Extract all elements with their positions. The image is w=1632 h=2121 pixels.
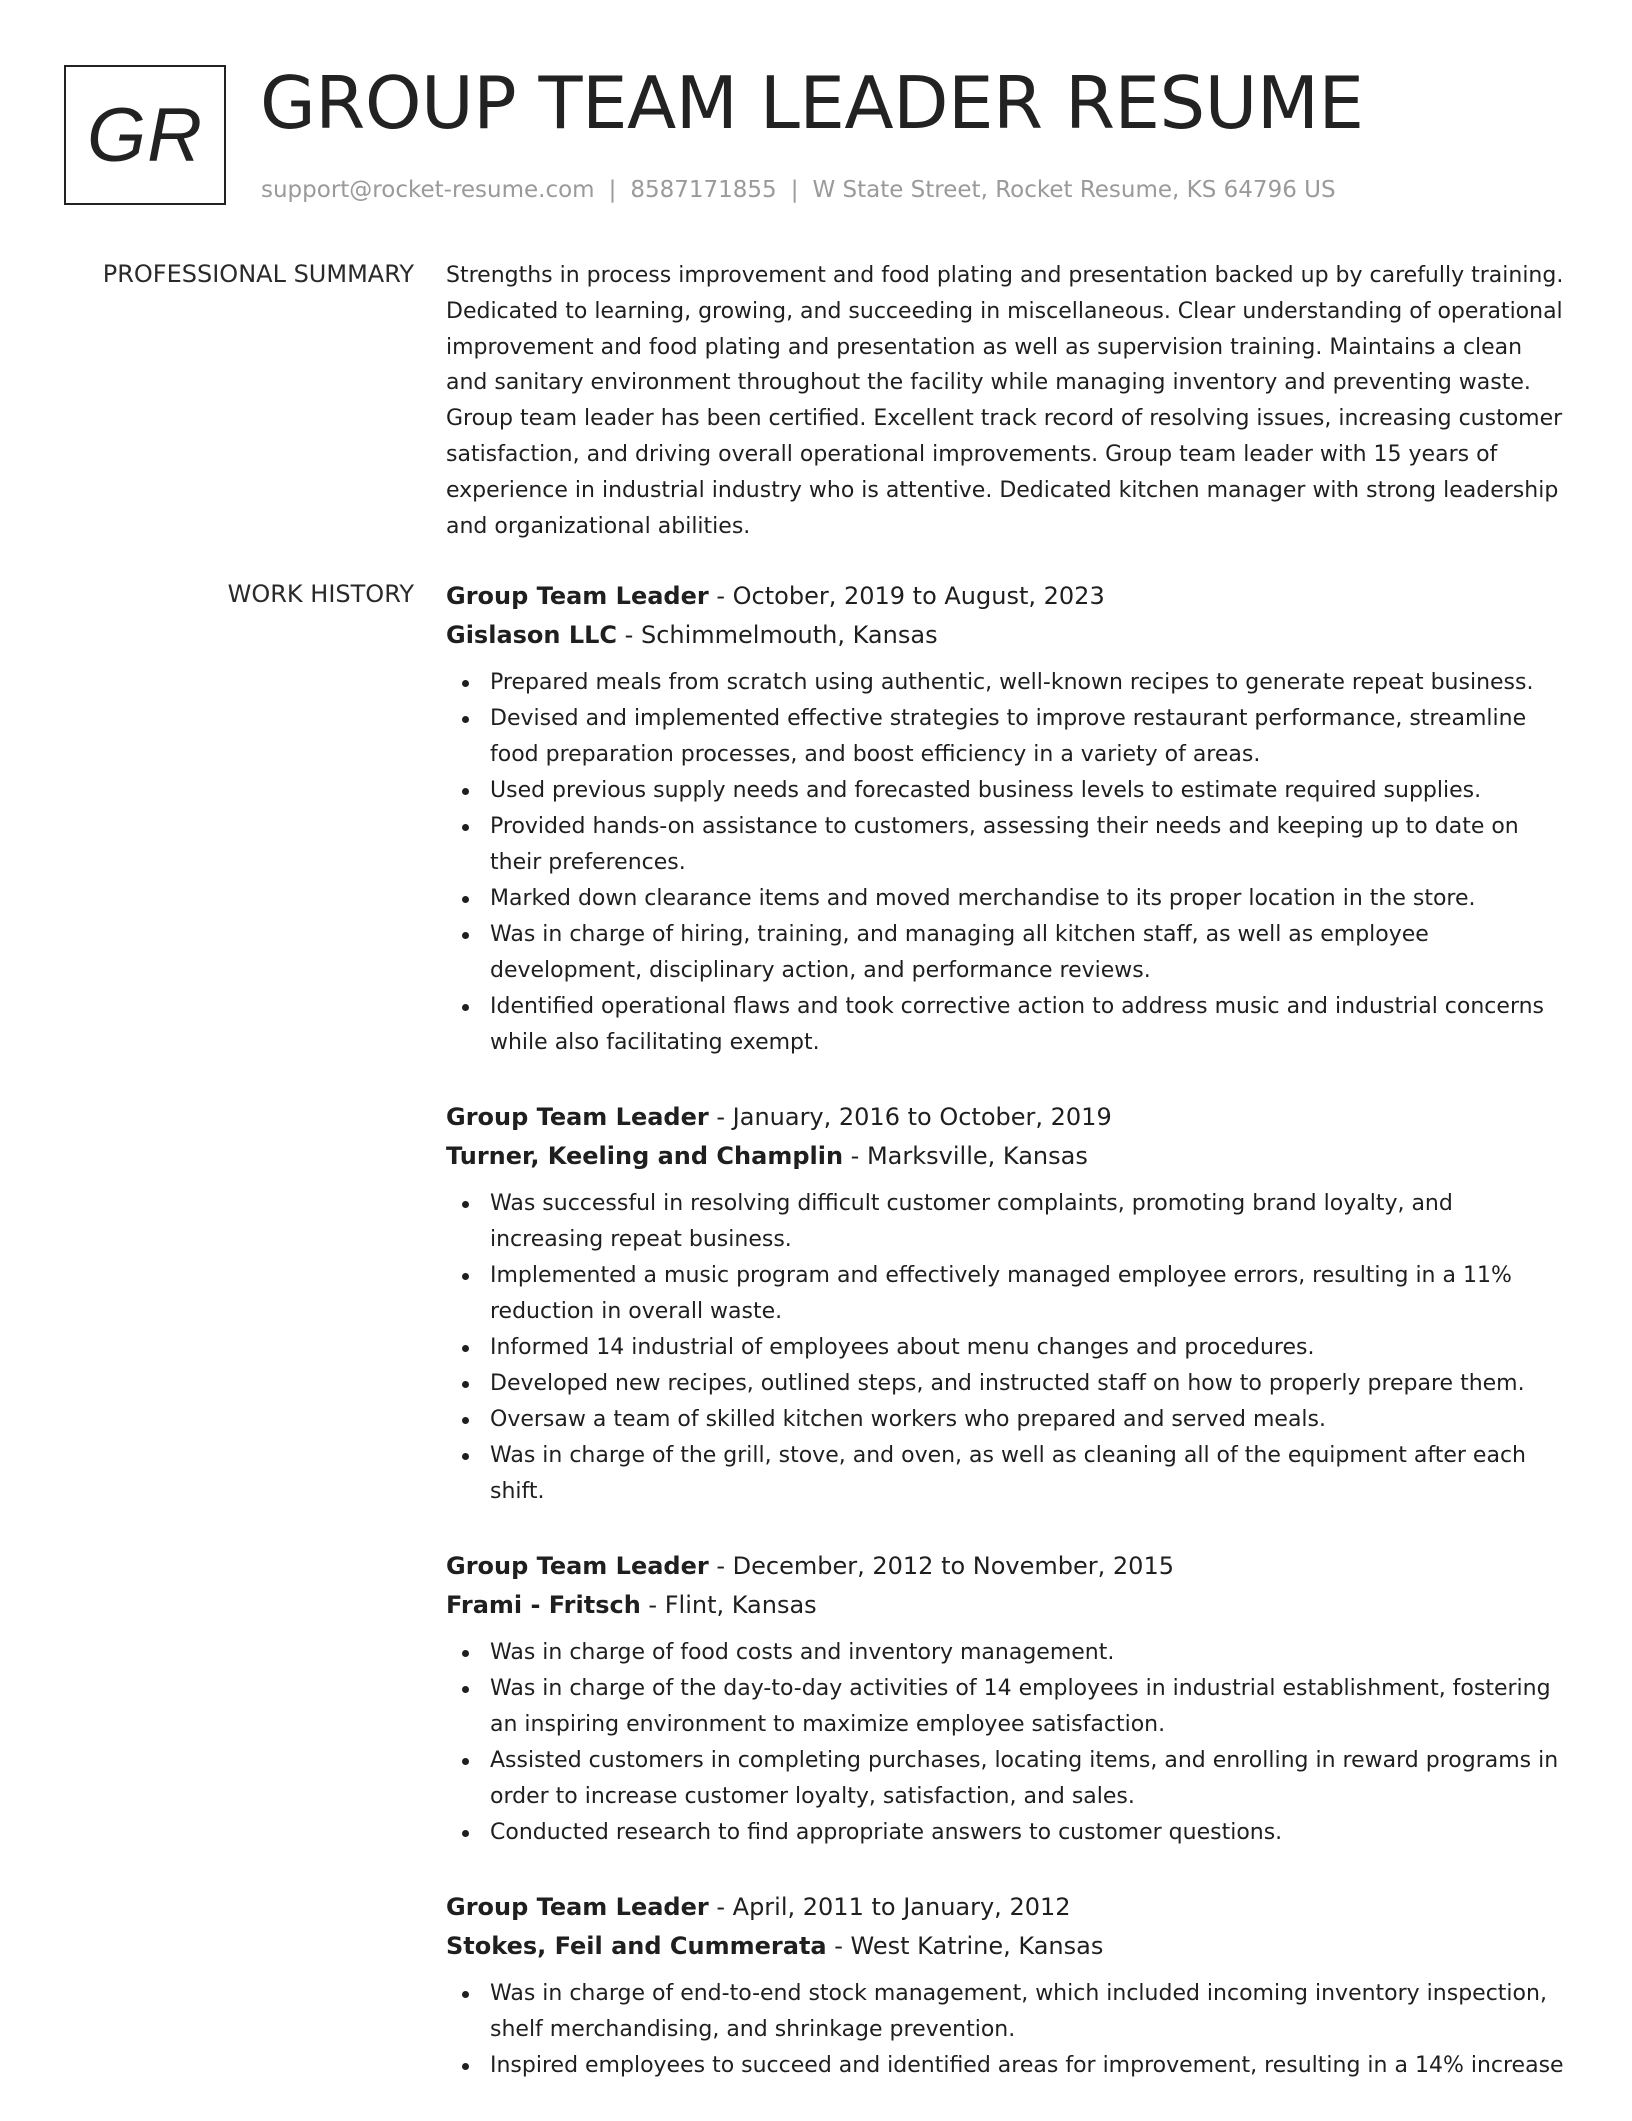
- job-bullet: Provided hands-on assistance to customers, assessing their needs and keeping up to date on their preferences.: [446, 809, 1566, 881]
- contact-separator: |: [790, 177, 799, 203]
- job-bullet: Conducted research to find appropriate answers to customer questions.: [446, 1815, 1566, 1851]
- job-location: - Schimmelmouth, Kansas: [617, 621, 938, 649]
- job-location: - Marksville, Kansas: [843, 1142, 1088, 1170]
- job-bullet: Implemented a music program and effectively managed employee errors, resulting in a 11% reduction in overall waste.: [446, 1258, 1566, 1330]
- job-title: Group Team Leader: [446, 1552, 709, 1580]
- job-bullet: Was in charge of hiring, training, and managing all kitchen staff, as well as employee development, disciplinary action, and performance reviews.: [446, 917, 1566, 989]
- work-history-body: [446, 577, 1566, 2121]
- job-title-line: [446, 1098, 1566, 1137]
- contact-address: W State Street, Rocket Resume, KS 64796 US: [812, 177, 1336, 203]
- job-company-line: [446, 1927, 1566, 1966]
- job-entry: [446, 1098, 1566, 1510]
- job-bullet: Was successful in resolving difficult customer complaints, promoting brand loyalty, and increasing repeat business.: [446, 1186, 1566, 1258]
- job-bullet: Assisted customers in completing purchases, locating items, and enrolling in reward programs in order to increase customer loyalty, satisfaction, and sales.: [446, 1743, 1566, 1815]
- job-company: Frami - Fritsch: [446, 1591, 641, 1619]
- resume-header: [64, 61, 1568, 235]
- job-bullet: Inspired employees to succeed and identified areas for improvement, resulting in a 14% increase: [446, 2048, 1566, 2084]
- job-bullet: Was in charge of the day-to-day activities of 14 employees in industrial establishment, fostering an inspiring environment to maximize employee satisfaction.: [446, 1671, 1566, 1743]
- job-dates: - December, 2012 to November, 2015: [708, 1552, 1174, 1580]
- job-company-line: [446, 616, 1566, 655]
- job-dates: - January, 2016 to October, 2019: [708, 1103, 1112, 1131]
- contact-separator: |: [608, 177, 617, 203]
- job-company: Gislason LLC: [446, 621, 618, 649]
- work-history-heading: WORK HISTORY: [227, 580, 414, 608]
- monogram-logo: GR: [64, 65, 226, 205]
- job-bullet: Developed new recipes, outlined steps, and instructed staff on how to properly prepare them.: [446, 1366, 1566, 1402]
- job-bullets: [446, 1186, 1566, 1510]
- job-bullet: Oversaw a team of skilled kitchen workers who prepared and served meals.: [446, 1402, 1566, 1438]
- job-company: Stokes, Feil and Cummerata: [446, 1932, 827, 1960]
- job-entry: [446, 1888, 1566, 2084]
- contact-email[interactable]: support@rocket-resume.com: [261, 177, 595, 203]
- job-title-line: [446, 1547, 1566, 1586]
- job-company: Turner, Keeling and Champlin: [446, 1142, 844, 1170]
- job-bullet: Was in charge of the grill, stove, and oven, as well as cleaning all of the equipment after each shift.: [446, 1438, 1566, 1510]
- job-company-line: [446, 1137, 1566, 1176]
- summary-heading: PROFESSIONAL SUMMARY: [102, 260, 414, 288]
- contact-phone[interactable]: 8587171855: [630, 177, 777, 203]
- job-title: Group Team Leader: [446, 582, 709, 610]
- job-bullet: Informed 14 industrial of employees about menu changes and procedures.: [446, 1330, 1566, 1366]
- job-title-line: [446, 1888, 1566, 1927]
- job-bullet: Was in charge of food costs and inventory management.: [446, 1635, 1566, 1671]
- summary-text: Strengths in process improvement and food plating and presentation backed up by carefully training. Dedicated to learning, growing, and succeeding in miscellaneous. Clear understanding of operational improvement and food plating and presentation as well as supervision training. Maintains a clean and sanitary environment throughout the facility while managing inventory and preventing waste. Group team leader has been certified. Excellent track record of resolving issues, increasing customer satisfaction, and driving overall operational improvements. Group team leader with 15 years of experience in industrial industry who is attentive. Dedicated kitchen manager with strong leadership and organizational abilities.: [446, 263, 1564, 539]
- job-bullets: [446, 1635, 1566, 1851]
- job-title-line: [446, 577, 1566, 616]
- job-dates: - April, 2011 to January, 2012: [708, 1893, 1071, 1921]
- job-company-line: [446, 1586, 1566, 1625]
- job-bullets: [446, 1976, 1566, 2084]
- summary-body: [446, 258, 1566, 544]
- job-location: - Flint, Kansas: [640, 1591, 817, 1619]
- job-bullet: Marked down clearance items and moved merchandise to its proper location in the store.: [446, 881, 1566, 917]
- job-bullets: [446, 665, 1566, 1061]
- resume-title: GROUP TEAM LEADER RESUME: [260, 61, 1364, 145]
- job-entry: [446, 577, 1566, 1061]
- job-title: Group Team Leader: [446, 1103, 709, 1131]
- job-bullet: Prepared meals from scratch using authentic, well-known recipes to generate repeat business.: [446, 665, 1566, 701]
- job-entry: [446, 1547, 1566, 1851]
- job-bullet: Devised and implemented effective strategies to improve restaurant performance, streamline food preparation processes, and boost efficiency in a variety of areas.: [446, 701, 1566, 773]
- job-bullet: Was in charge of end-to-end stock management, which included incoming inventory inspection, shelf merchandising, and shrinkage prevention.: [446, 1976, 1566, 2048]
- job-title: Group Team Leader: [446, 1893, 709, 1921]
- job-bullet: Used previous supply needs and forecasted business levels to estimate required supplies.: [446, 773, 1566, 809]
- job-location: - West Katrine, Kansas: [826, 1932, 1104, 1960]
- contact-line: [261, 174, 1336, 206]
- job-dates: - October, 2019 to August, 2023: [708, 582, 1105, 610]
- job-bullet: Identified operational flaws and took corrective action to address music and industrial concerns while also facilitating exempt.: [446, 989, 1566, 1061]
